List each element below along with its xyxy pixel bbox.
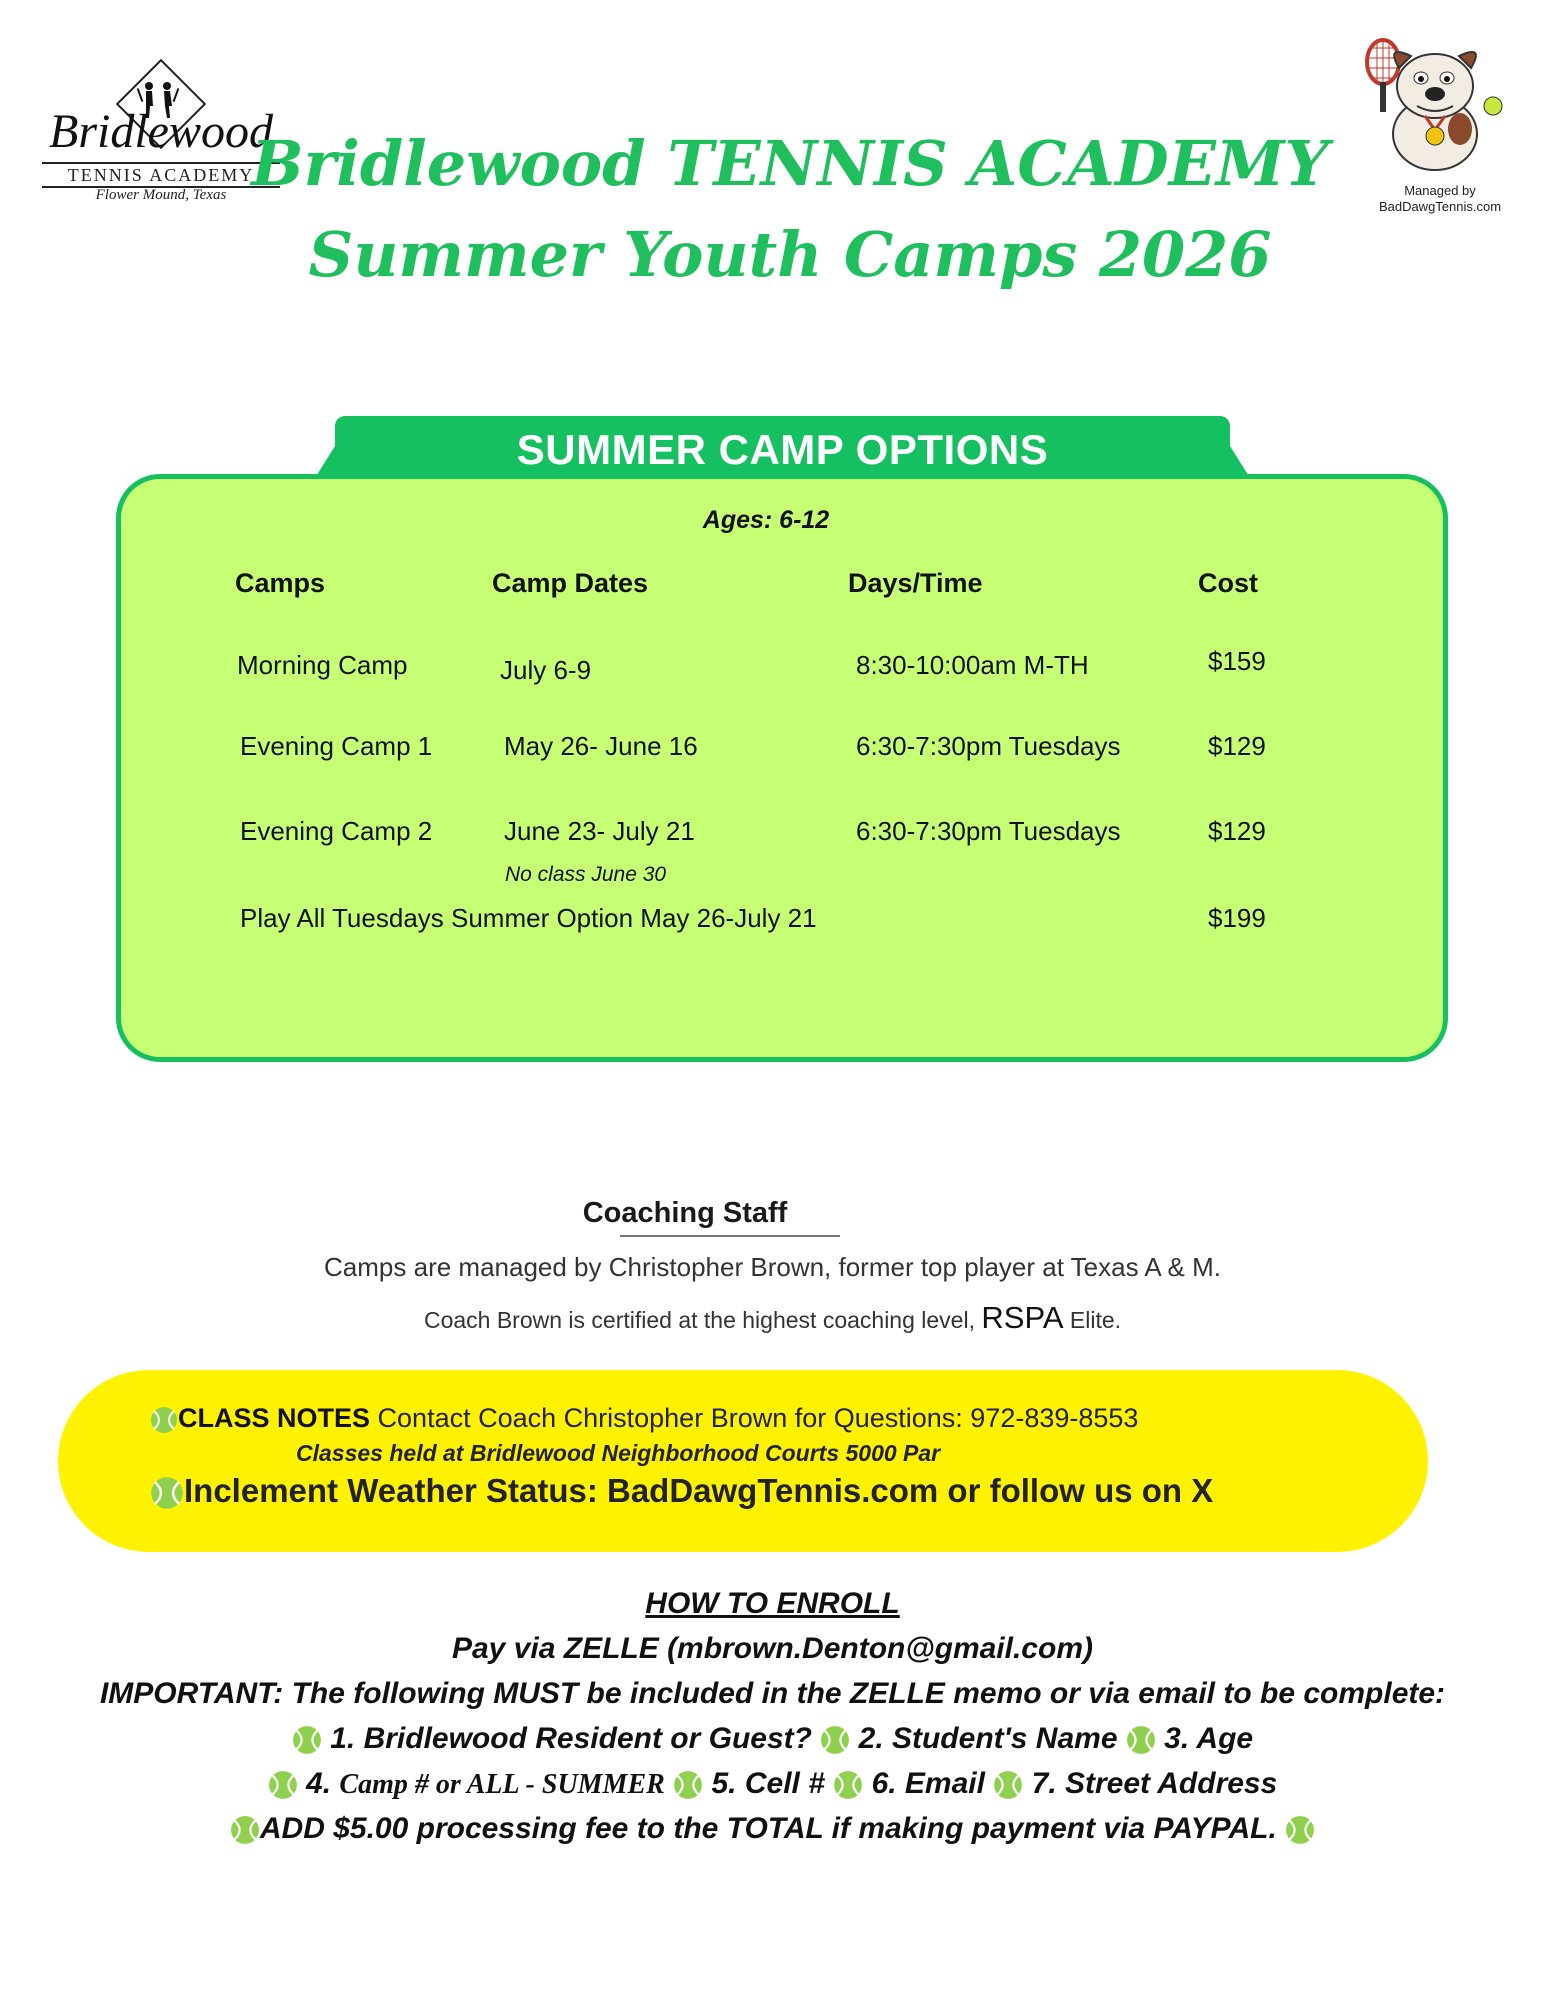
how-to-enroll-heading: HOW TO ENROLL	[645, 1587, 900, 1620]
column-header-dates: Camp Dates	[492, 568, 649, 598]
tennis-ball-icon	[292, 1725, 322, 1755]
logo-name: Bridlewood	[49, 105, 273, 158]
tennis-ball-icon	[268, 1770, 298, 1800]
table-row-dates: July 6-9	[500, 655, 592, 685]
tennis-ball-icon	[150, 1476, 184, 1510]
table-row-time: 6:30-7:30pm Tuesdays	[856, 731, 1121, 761]
all-summer-option-cost: $199	[1208, 903, 1266, 933]
tennis-ball-icon	[993, 1770, 1023, 1800]
table-row-cost: $129	[1208, 816, 1266, 846]
coaching-staff-description: Camps are managed by Christopher Brown, former top player at Texas A & M.	[324, 1252, 1221, 1282]
column-header-camps: Camps	[235, 568, 326, 598]
paypal-fee-text: ADD $5.00 processing fee to the TOTAL if making payment via PAYPAL.	[259, 1812, 1286, 1845]
paypal-fee-note	[0, 1812, 1545, 1846]
managed-by-site: BadDawgTennis.com	[1378, 199, 1502, 214]
managed-by-label: Managed by	[1404, 183, 1476, 198]
table-row-dates: June 23- July 21	[504, 816, 695, 846]
important-note: IMPORTANT: The following MUST be included in the ZELLE memo or via email to be complete:	[99, 1677, 1446, 1710]
table-row-camp: Evening Camp 1	[240, 731, 433, 761]
table-row-time: 8:30-10:00am M-TH	[856, 650, 1089, 680]
certification-org: RSPA	[981, 1300, 1064, 1335]
tennis-ball-icon	[833, 1770, 863, 1800]
coaching-staff-heading: Coaching Staff	[582, 1197, 788, 1229]
payment-method: Pay via ZELLE (mbrown.Denton@gmail.com)	[451, 1632, 1093, 1665]
managed-by-credit	[1355, 183, 1525, 215]
required-info-list-1	[0, 1722, 1545, 1756]
ages-label: Ages: 6-12	[702, 506, 830, 534]
tennis-ball-icon	[1285, 1815, 1315, 1845]
class-notes-weather-text: Inclement Weather Status: BadDawgTennis.com or follow us on X	[184, 1472, 1214, 1509]
page-title-line1: Bridlewood TENNIS ACADEMY	[251, 127, 1329, 200]
required-item-6: 6. Email	[863, 1767, 994, 1800]
table-row-camp: Evening Camp 2	[240, 816, 433, 846]
required-item-3: 3. Age	[1155, 1722, 1254, 1755]
coaching-staff-certification	[0, 1300, 1545, 1336]
required-item-7: 7. Street Address	[1023, 1767, 1278, 1800]
class-notes-contact-text: Contact Coach Christopher Brown for Questions: 972-839-8553	[370, 1403, 1139, 1433]
column-header-cost: Cost	[1198, 568, 1258, 598]
class-notes-location: Classes held at Bridlewood Neighborhood Courts 5000 Par	[296, 1440, 941, 1466]
column-header-time: Days/Time	[848, 568, 983, 598]
table-row-cost: $129	[1208, 731, 1266, 761]
required-item-2: 2. Student's Name	[850, 1722, 1126, 1755]
required-item-4: Camp # or ALL - SUMMER	[339, 1769, 665, 1800]
logo-location: Flower Mound, Texas	[95, 187, 227, 203]
bulldog-mascot-icon	[1355, 34, 1510, 174]
tennis-ball-icon	[230, 1815, 260, 1845]
class-notes-label: CLASS NOTES	[178, 1403, 371, 1433]
page-title-line2: Summer Youth Camps 2026	[308, 218, 1272, 291]
tennis-ball-icon	[1126, 1725, 1156, 1755]
table-row-cost: $159	[1208, 646, 1266, 676]
required-item-1: 1. Bridlewood Resident or Guest?	[321, 1722, 821, 1755]
table-row-time: 6:30-7:30pm Tuesdays	[856, 816, 1121, 846]
camp-options-panel	[116, 474, 1448, 1062]
table-row-note: No class June 30	[505, 863, 667, 886]
tennis-ball-icon	[673, 1770, 703, 1800]
certification-level: Elite.	[1063, 1307, 1122, 1333]
table-row-dates: May 26- June 16	[504, 731, 698, 761]
certification-text: Coach Brown is certified at the highest coaching level,	[423, 1307, 982, 1333]
class-notes-weather	[150, 1472, 1213, 1510]
required-item-5: 5. Cell #	[703, 1767, 834, 1800]
required-info-list-2	[0, 1767, 1545, 1801]
logo-subtitle: TENNIS ACADEMY	[42, 162, 280, 188]
all-summer-option-label: Play All Tuesdays Summer Option May 26-July 21	[240, 903, 817, 933]
camp-options-heading: SUMMER CAMP OPTIONS	[516, 426, 1049, 473]
coaching-staff-underline	[620, 1235, 840, 1237]
tennis-ball-icon	[820, 1725, 850, 1755]
class-notes-contact	[150, 1403, 1138, 1434]
tennis-ball-icon	[150, 1406, 178, 1434]
required-item-4-number: 4.	[297, 1767, 340, 1800]
table-row-camp: Morning Camp	[237, 650, 408, 680]
